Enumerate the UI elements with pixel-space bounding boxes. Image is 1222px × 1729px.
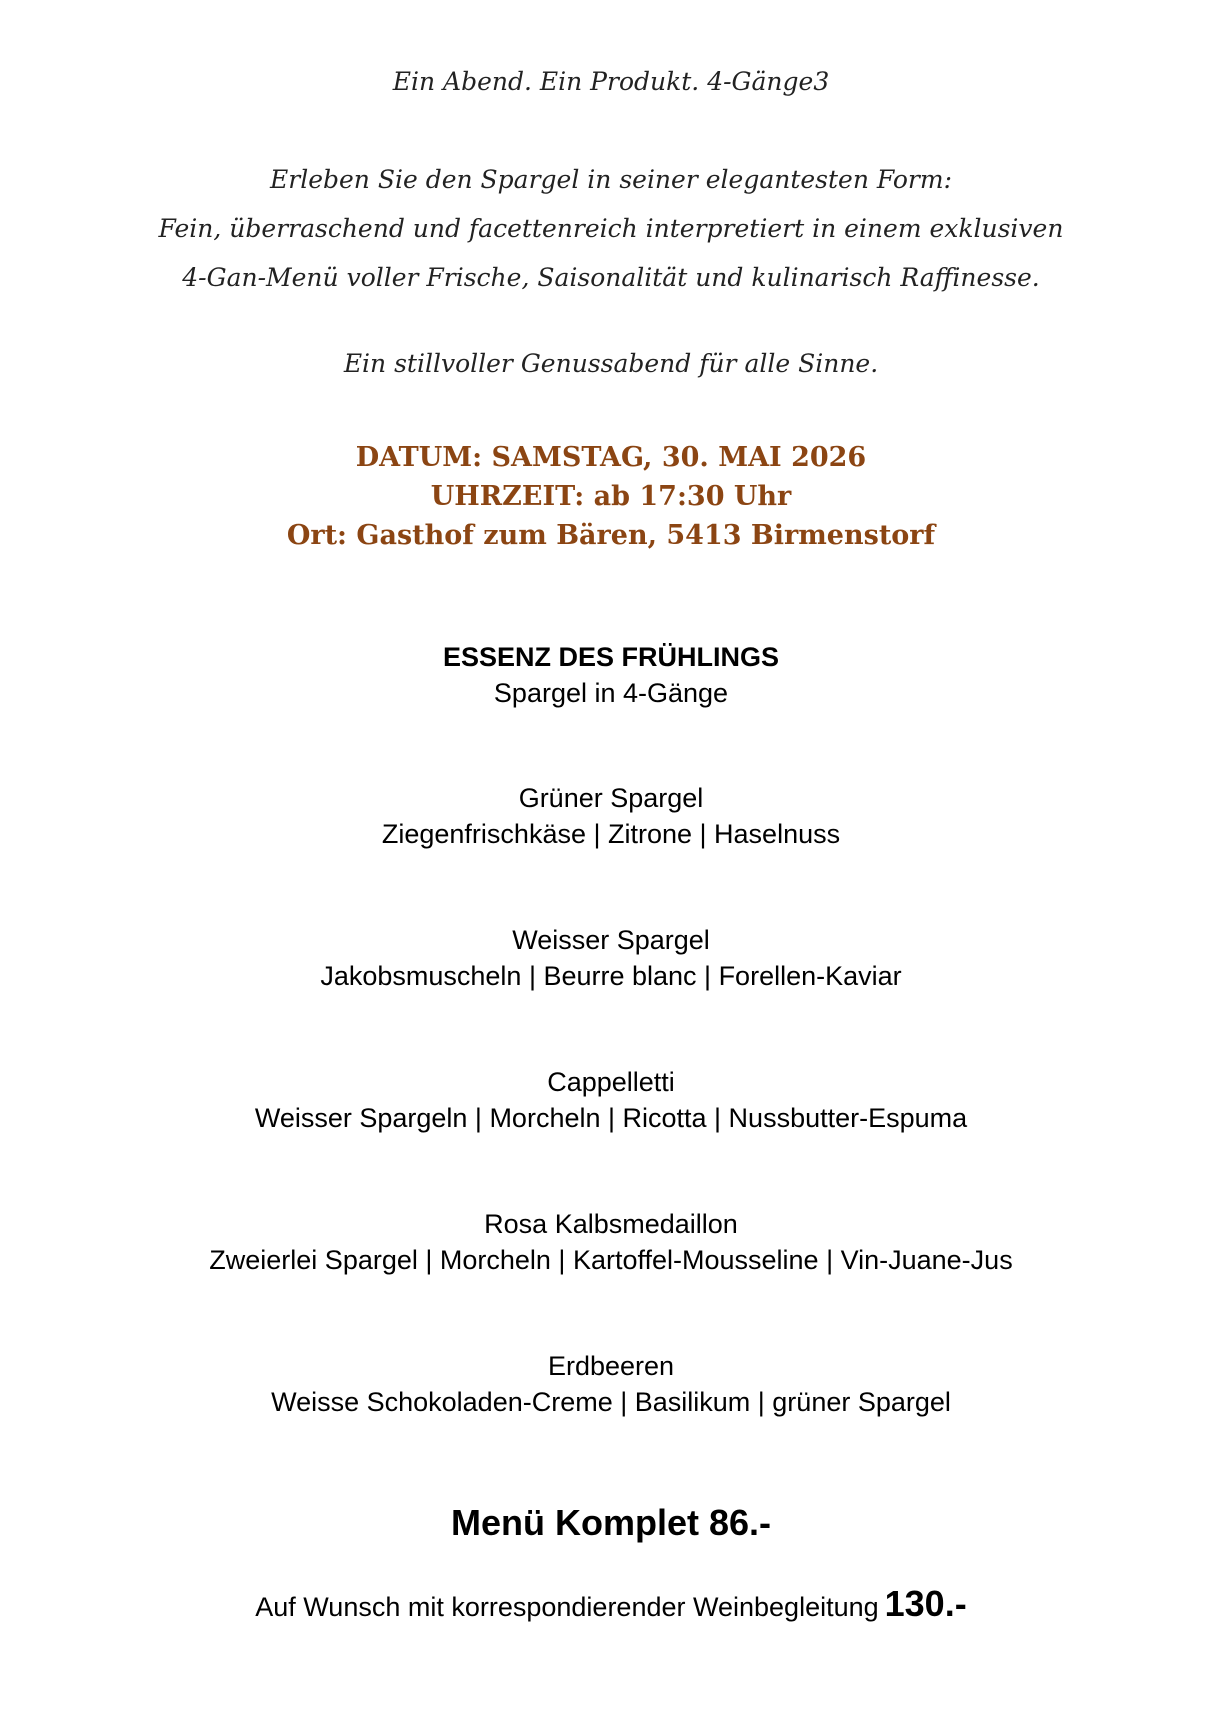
wine-pairing-price: 130.- [884, 1583, 967, 1624]
course-details: Zweierlei Spargel | Morcheln | Kartoffel-Mousseline | Vin-Juane-Jus [209, 1245, 1013, 1275]
course-3 [0, 1064, 1222, 1136]
course-name: Weisser Spargel [512, 925, 710, 955]
intro-paragraph-line: Fein, überraschend und facettenreich interpretiert in einem exklusiven [158, 214, 1064, 243]
course-5 [0, 1348, 1222, 1420]
menu-subtitle: Spargel in 4-Gänge [493, 678, 729, 708]
course-2 [0, 922, 1222, 994]
course-details: Ziegenfrischkäse | Zitrone | Haselnuss [381, 819, 841, 849]
event-time: UHRZEIT: ab 17:30 Uhr [430, 481, 792, 512]
event-details [0, 438, 1222, 555]
event-date: DATUM: SAMSTAG, 30. MAI 2026 [355, 442, 867, 473]
course-details: Weisse Schokoladen-Creme | Basilikum | grüner Spargel [271, 1387, 951, 1417]
course-1 [0, 780, 1222, 852]
event-location: Ort: Gasthof zum Bären, 5413 Birmenstorf [286, 520, 936, 551]
intro-paragraph-line: 4-Gan-Menü voller Frische, Saisonalität und kulinarisch Raffinesse. [182, 263, 1040, 292]
intro-paragraph-line: Erleben Sie den Spargel in seiner elegantesten Form: [270, 165, 952, 194]
intro-closing: Ein stillvoller Genussabend für alle Sinne. [343, 349, 879, 378]
course-name: Rosa Kalbsmedaillon [484, 1209, 738, 1239]
menu-title: ESSENZ DES FRÜHLINGS [442, 642, 780, 672]
menu-price: Menü Komplet 86.- [450, 1502, 772, 1543]
course-name: Cappelletti [547, 1067, 675, 1097]
course-4 [0, 1206, 1222, 1278]
course-details: Jakobsmuscheln | Beurre blanc | Forellen-Kaviar [320, 961, 902, 991]
course-name: Erdbeeren [547, 1351, 675, 1381]
course-details: Weisser Spargeln | Morcheln | Ricotta | Nussbutter-Espuma [254, 1103, 968, 1133]
intro-tagline: Ein Abend. Ein Produkt. 4-Gänge3 [392, 67, 830, 96]
wine-pairing [0, 1582, 1222, 1629]
course-name: Grüner Spargel [518, 783, 704, 813]
wine-pairing-text: Auf Wunsch mit korrespondierender Weinbegleitung [255, 1592, 879, 1622]
